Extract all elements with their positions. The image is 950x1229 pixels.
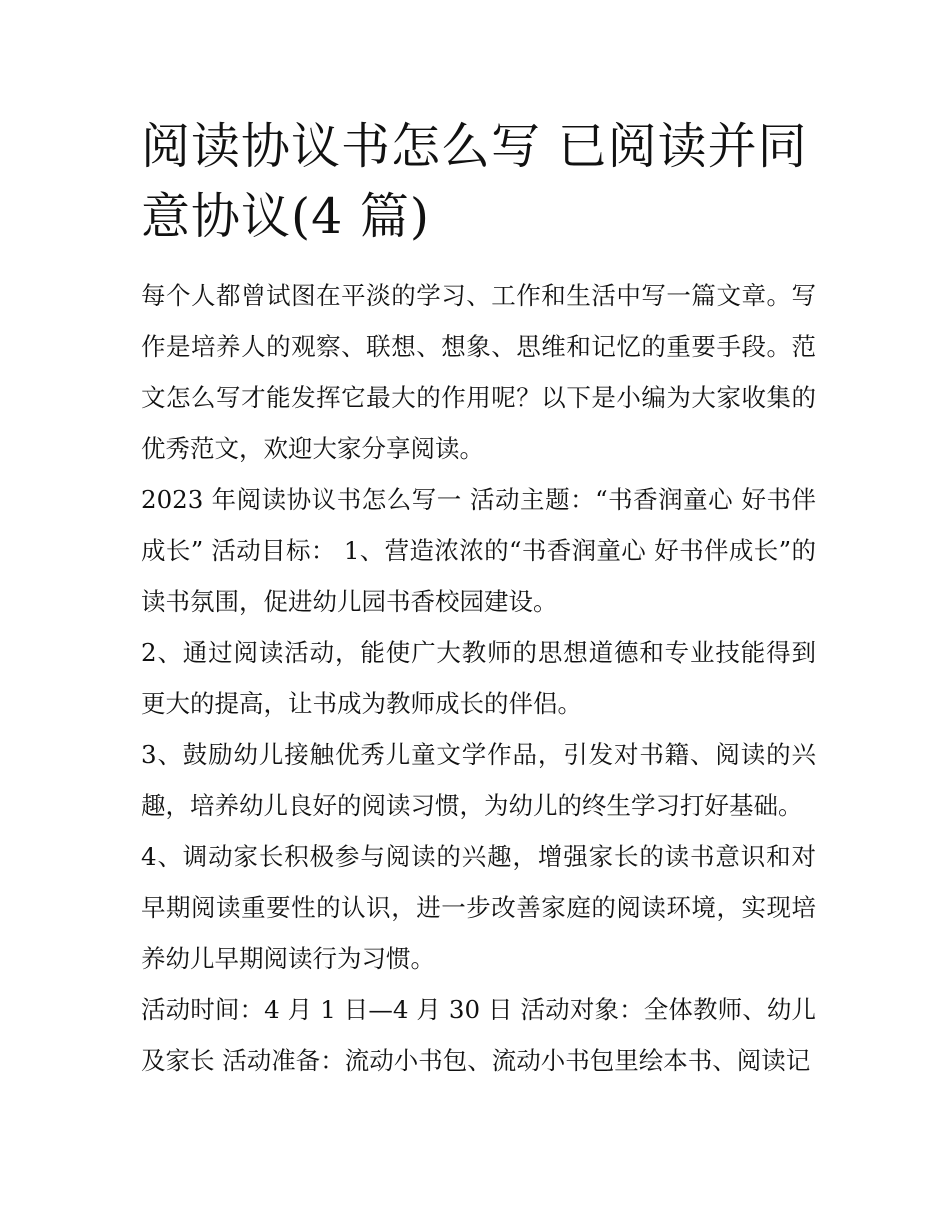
document-body	[141, 112, 816, 1086]
activity-time-paragraph: 活动时间：4 月 1 日—4 月 30 日 活动对象：全体教师、幼儿及家长 活动准备：流动小书包、流动小书包里绘本书、阅读记	[141, 995, 816, 1075]
goal-2-paragraph: 2、通过阅读活动，能使广大教师的思想道德和专业技能得到更大的提高，让书成为教师成长的伴侣。	[141, 638, 816, 718]
document-title: 阅读协议书怎么写 已阅读并同意协议(4 篇)	[141, 118, 808, 245]
goal-3-paragraph: 3、鼓励幼儿接触优秀儿童文学作品，引发对书籍、阅读的兴趣，培养幼儿良好的阅读习惯，为幼儿的终生学习打好基础。	[141, 740, 816, 820]
intro-paragraph: 每个人都曾试图在平淡的学习、工作和生活中写一篇文章。写作是培养人的观察、联想、想象、思维和记忆的重要手段。范文怎么写才能发挥它最大的作用呢？以下是小编为大家收集的优秀范文，欢迎大家分享阅读。	[141, 281, 816, 463]
goal-4-paragraph: 4、调动家长积极参与阅读的兴趣，增强家长的读书意识和对早期阅读重要性的认识，进一步改善家庭的阅读环境，实现培养幼儿早期阅读行为习惯。	[141, 842, 816, 973]
activity-theme-paragraph: 2023 年阅读协议书怎么写一 活动主题：“书香润童心 好书伴成长” 活动目标： 1、营造浓浓的“书香润童心 好书伴成长”的读书氛围，促进幼儿园书香校园建设。	[141, 485, 816, 616]
